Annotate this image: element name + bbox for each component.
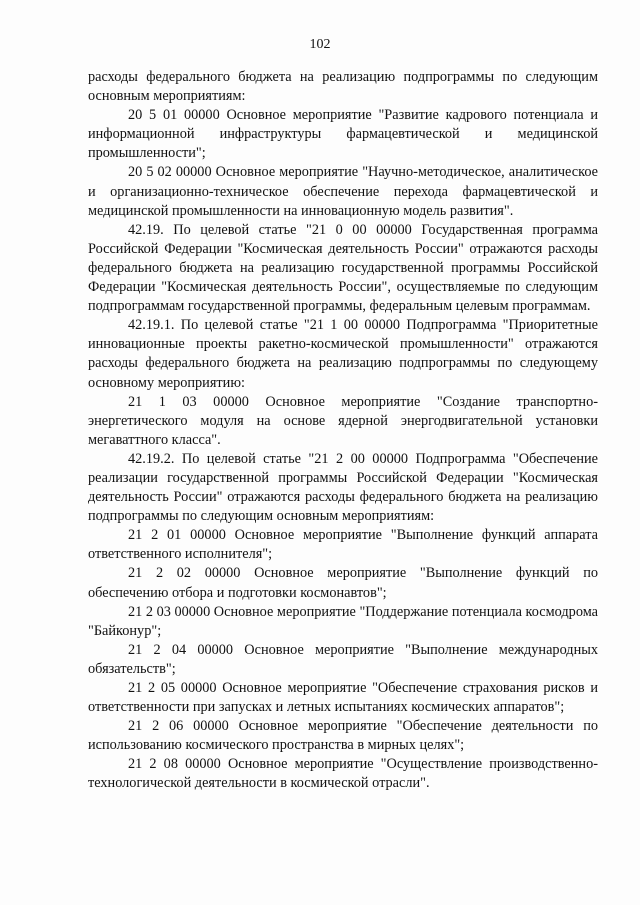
paragraph: 20 5 02 00000 Основное мероприятие "Научно-методическое, аналитическое и организационно-техническое обеспечение перехода фармацевтической и медицинской промышленности на инновационную модель развития". xyxy=(88,164,598,219)
paragraph: 21 2 06 00000 Основное мероприятие "Обеспечение деятельности по использованию космического пространства в мирных целях"; xyxy=(88,718,598,754)
paragraph: 21 2 04 00000 Основное мероприятие "Выполнение международных обязательств"; xyxy=(88,641,598,677)
paragraph: 21 2 05 00000 Основное мероприятие "Обеспечение страхования рисков и ответственности при запусках и летных испытаниях космических аппаратов"; xyxy=(88,680,598,716)
paragraph: 42.19. По целевой статье "21 0 00 00000 Государственная программа Российской Федерации "Космическая деятельность России" отражаются расходы федерального бюджета на реализацию государственной программы Российской Федерации "Космическая деятельность России", осуществляемые по следующим подпрограммам государственной программы, федеральным целевым программам. xyxy=(88,221,598,315)
paragraph: 20 5 01 00000 Основное мероприятие "Развитие кадрового потенциала и информационной инфраструктуры фармацевтической и медицинской промышленности"; xyxy=(88,107,598,162)
paragraph: 21 2 03 00000 Основное мероприятие "Поддержание потенциала космодрома "Байконур"; xyxy=(88,603,598,639)
page-number: 102 xyxy=(309,37,331,52)
paragraph: 42.19.2. По целевой статье "21 2 00 00000 Подпрограмма "Обеспечение реализации государственной программы Российской Федерации "Космическая деятельность России" отражаются расходы федерального бюджета на реализацию подпрограммы по следующим основным мероприятиям: xyxy=(88,450,598,525)
paragraph: 21 2 08 00000 Основное мероприятие "Осуществление производственно-технологической деятельности в космической отрасли". xyxy=(88,756,598,792)
paragraph: 42.19.1. По целевой статье "21 1 00 00000 Подпрограмма "Приоритетные инновационные проекты ракетно-космической промышленности" отражаются расходы федерального бюджета на реализацию подпрограммы по следующему основному мероприятию: xyxy=(88,317,598,391)
paragraph: 21 1 03 00000 Основное мероприятие "Создание транспортно-энергетического модуля на основе ядерной энергодвигательной установки мегаваттного класса". xyxy=(88,393,598,448)
paragraph: 21 2 01 00000 Основное мероприятие "Выполнение функций аппарата ответственного исполнителя"; xyxy=(88,527,598,563)
body-text xyxy=(88,68,598,794)
paragraph: расходы федерального бюджета на реализацию подпрограммы по следующим основным мероприятиям: xyxy=(88,69,598,105)
paragraph: 21 2 02 00000 Основное мероприятие "Выполнение функций по обеспечению отбора и подготовки космонавтов"; xyxy=(88,565,598,601)
